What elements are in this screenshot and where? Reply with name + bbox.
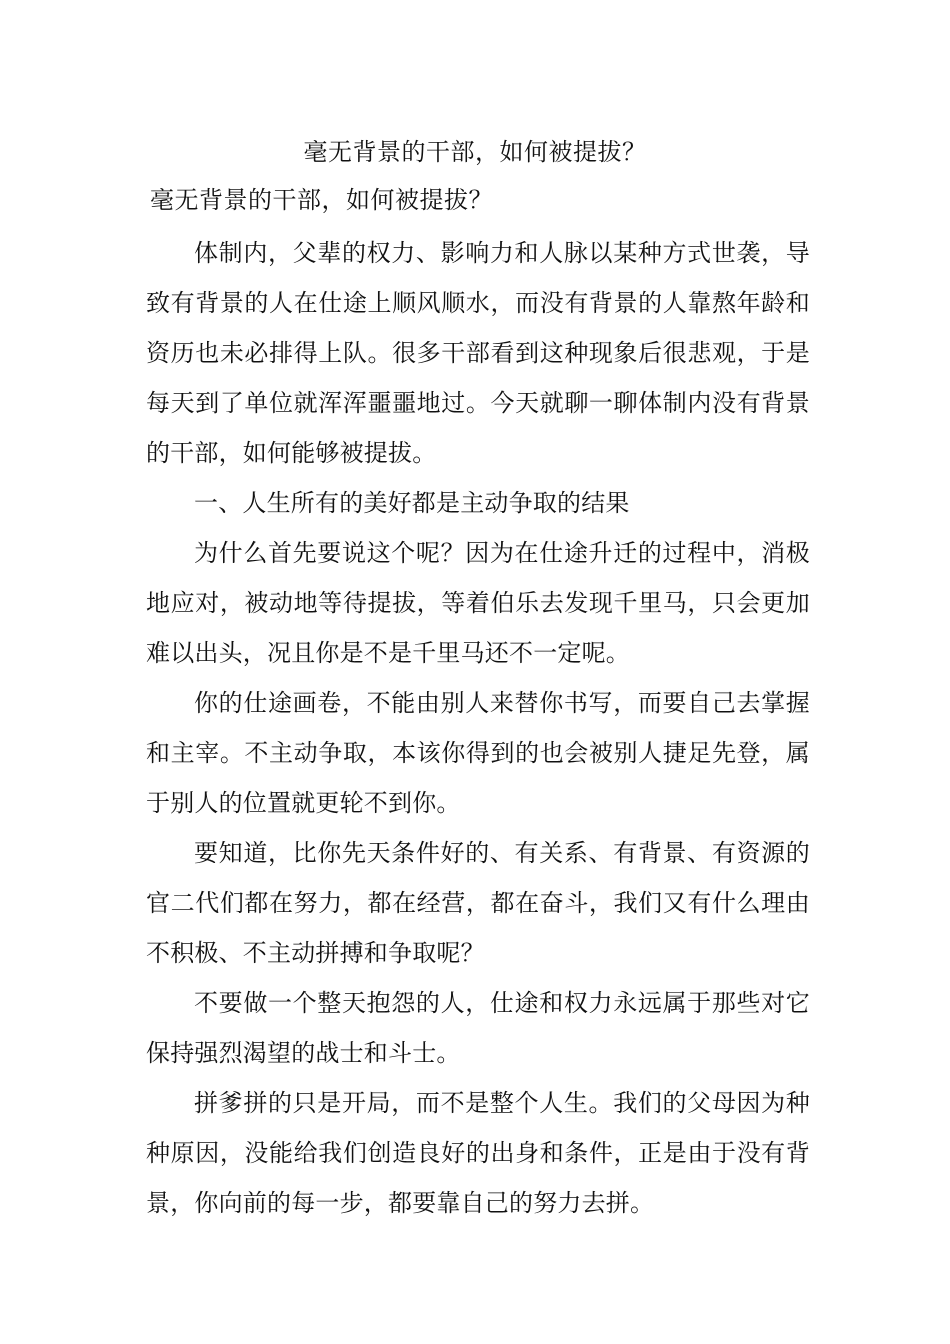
paragraph-intro: 体制内，父辈的权力、影响力和人脉以某种方式世袭，导致有背景的人在仕途上顺风顺水，而没有背景的人靠熬年龄和资历也未必排得上队。很多干部看到这种现象后很悲观，于是每天到了单位就浑浑噩噩地过。今天就聊一聊体制内没有背景的干部，如何能够被提拔。 (146, 239, 810, 467)
page-title: 毫无背景的干部，如何被提拔？ (303, 138, 647, 166)
paragraph-4: 不要做一个整天抱怨的人，仕途和权力永远属于那些对它保持强烈渴望的战士和斗士。 (146, 989, 810, 1067)
paragraph-1: 为什么首先要说这个呢？因为在仕途升迁的过程中，消极地应对，被动地等待提拔，等着伯乐去发现千里马，只会更加难以出头，况且你是不是千里马还不一定呢。 (146, 539, 810, 667)
document-body (146, 184, 810, 1228)
paragraph-3: 要知道，比你先天条件好的、有关系、有背景、有资源的官二代们都在努力，都在经营，都在奋斗，我们又有什么理由不积极、不主动拼搏和争取呢？ (146, 839, 810, 967)
paragraph-2: 你的仕途画卷，不能由别人来替你书写，而要自己去掌握和主宰。不主动争取，本该你得到的也会被别人捷足先登，属于别人的位置就更轮不到你。 (146, 689, 810, 817)
section-heading-1: 一、人生所有的美好都是主动争取的结果 (194, 489, 630, 517)
paragraph-5: 拼爹拼的只是开局，而不是整个人生。我们的父母因为种种原因，没能给我们创造良好的出身和条件，正是由于没有背景，你向前的每一步，都要靠自己的努力去拼。 (146, 1089, 810, 1217)
article-heading: 毫无背景的干部，如何被提拔？ (150, 186, 493, 214)
